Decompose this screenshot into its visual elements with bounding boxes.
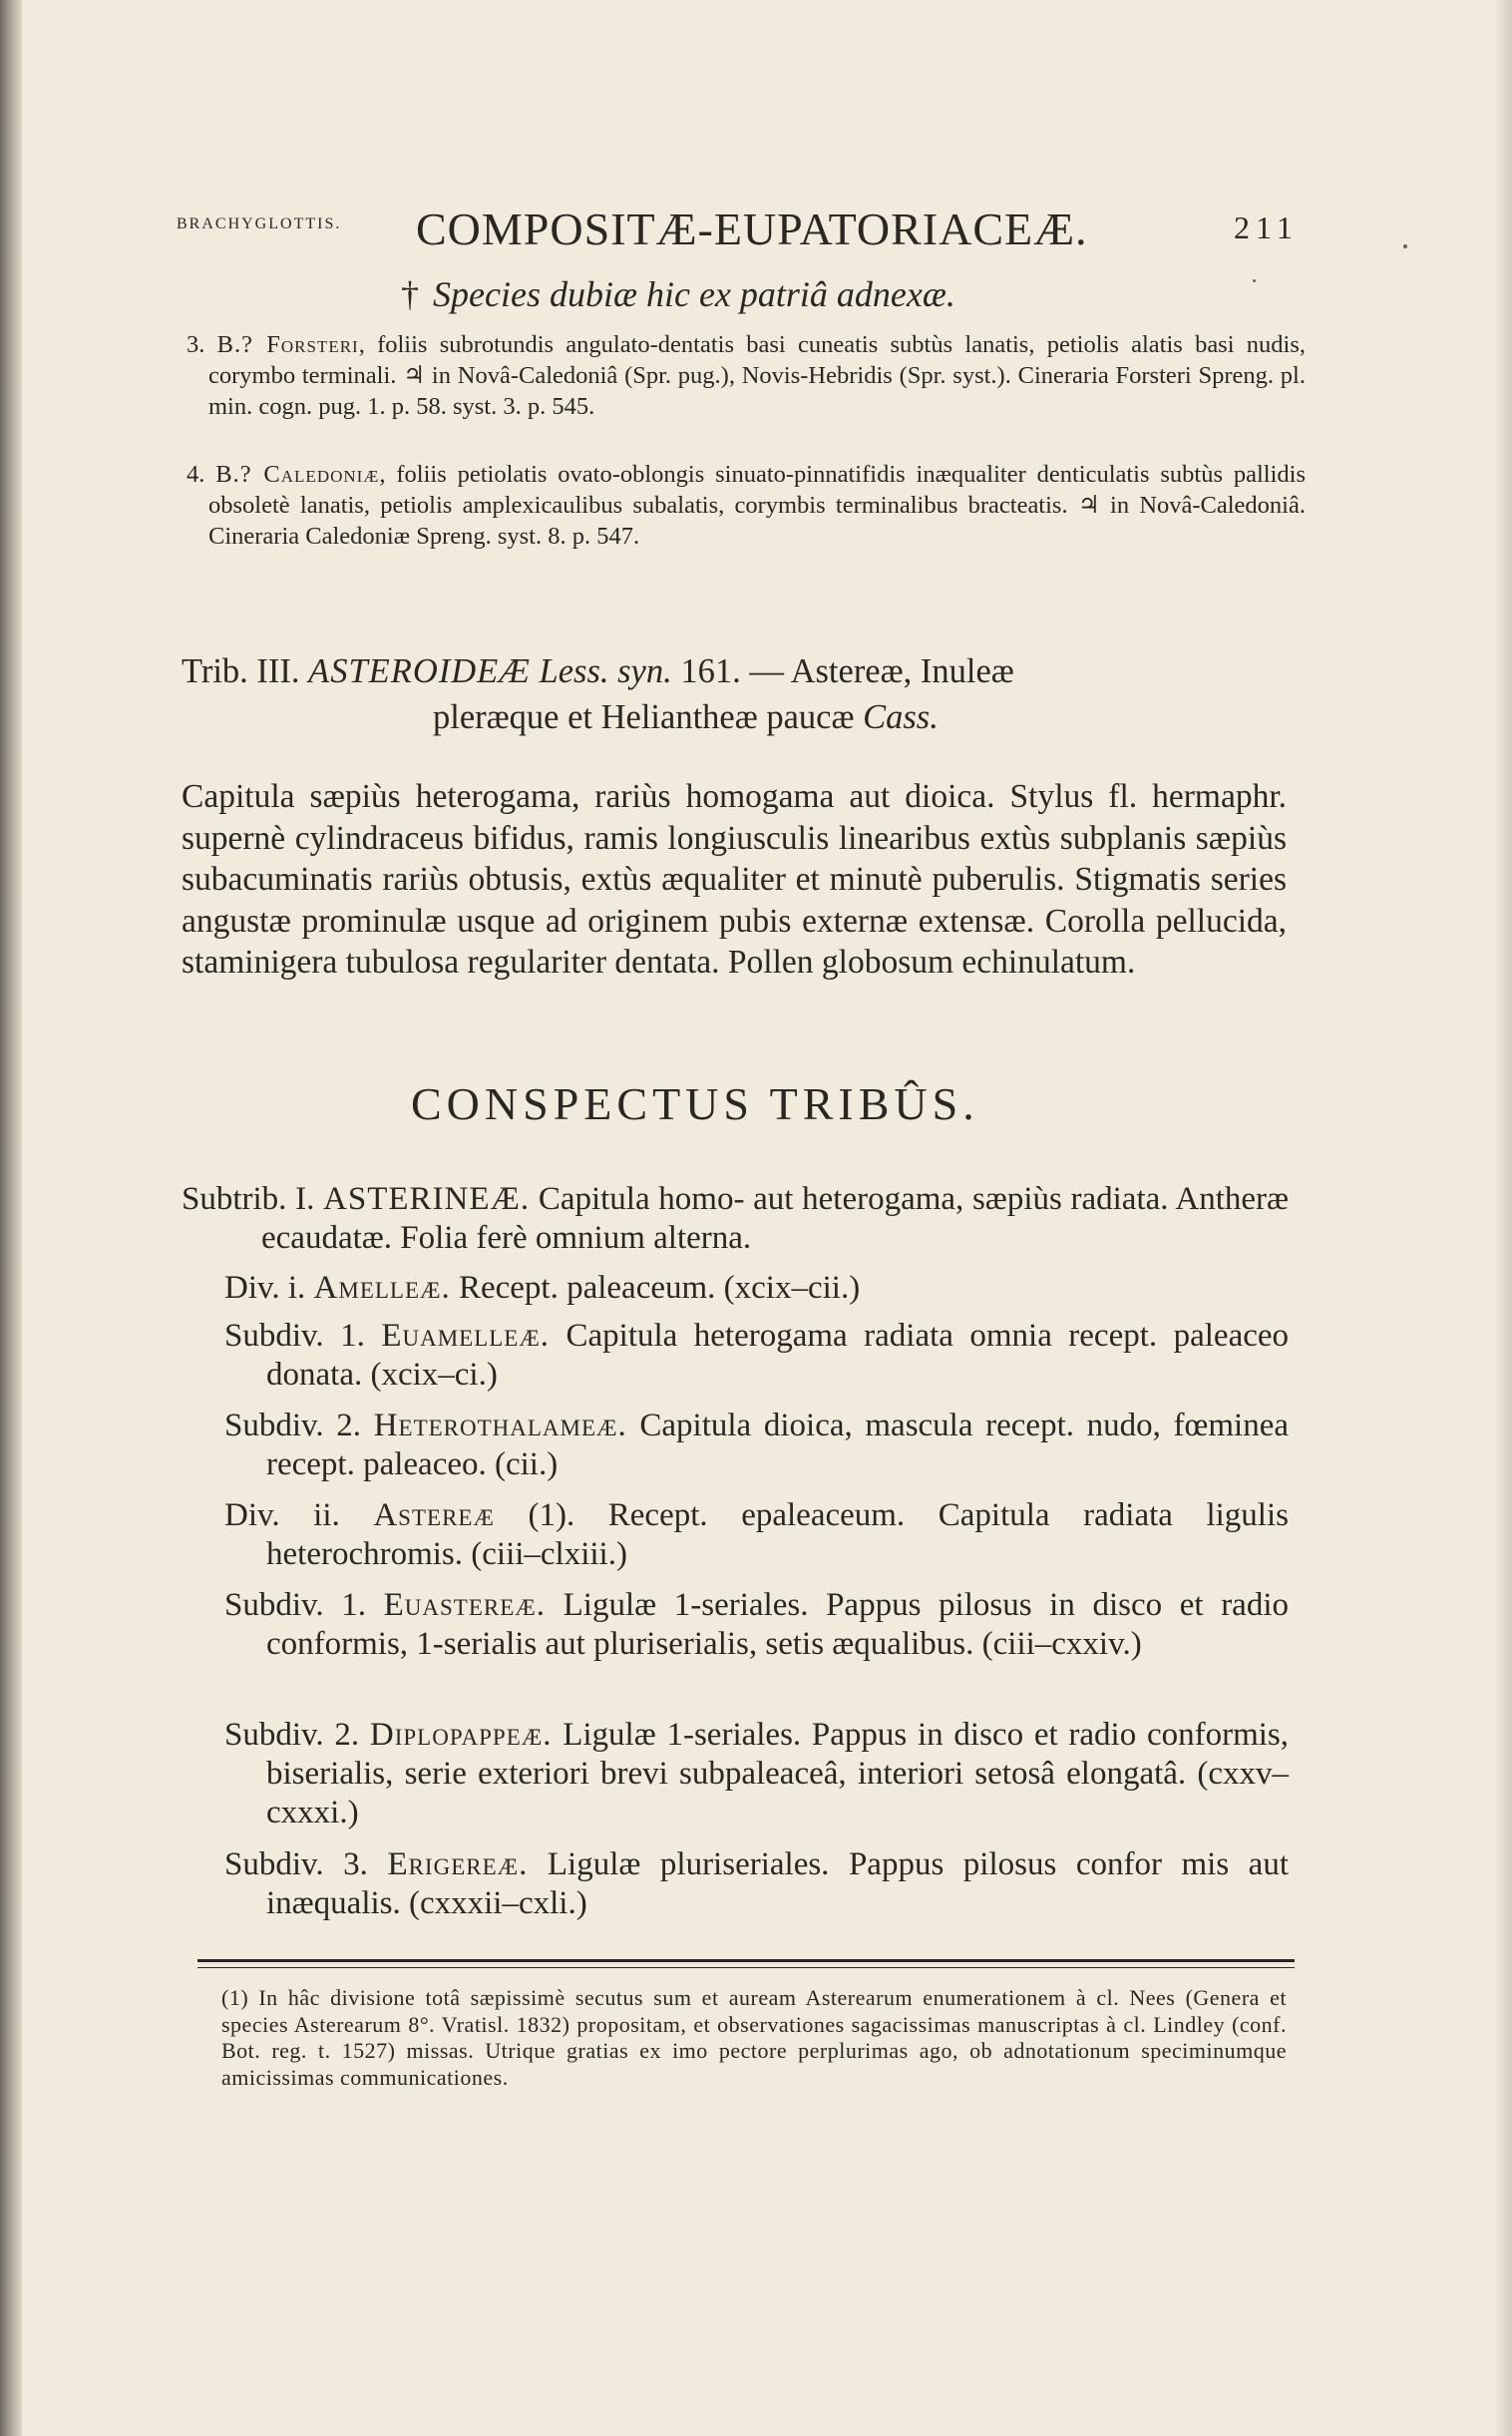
entry-number: 4. (187, 461, 205, 488)
dagger-symbol: † (401, 274, 419, 314)
subdivision-name: Erigereæ. (387, 1846, 529, 1882)
division-text: (1). Recept. epaleaceum. Capitula radiata ligulis heterochromis. (ciii–clxiii.) (266, 1497, 1289, 1572)
species-entry-3 (187, 329, 1306, 422)
tribe-author: Less. syn. (539, 652, 672, 690)
running-head: BRACHYGLOTTIS. (177, 215, 342, 232)
species-entry-4 (187, 459, 1306, 552)
tribe-prefix: Trib. III. (182, 652, 300, 690)
subdivision-text: Ligulæ 1-seriales. Pappus pilosus in disco et radio conformis, 1-serialis aut pluriserialis, setis æqualibus. (ciii–cxxiv.) (266, 1587, 1289, 1662)
subdivision-heterothalameae (224, 1407, 1289, 1484)
paper-speck (1253, 279, 1256, 282)
tribe-heading (182, 648, 1289, 740)
division-label: Div. ii. (224, 1497, 340, 1533)
paper-speck (1403, 244, 1407, 248)
subdivision-label: Subdiv. 2. (224, 1717, 360, 1753)
tribe-synonyms-cont: pleræque et Heliantheæ paucæ (433, 698, 864, 736)
entry-description: , foliis subrotundis angulato-dentatis basi cuneatis subtùs lanatis, petiolis alatis basi nudis, corymbo terminali. ♃ in Novâ-Caledoniâ (Spr. pug.), Novis-Hebridis (Spr. syst.). Cineraria Forsteri Spreng. pl. min. cogn. pug. 1. p. 58. syst. 3. p. 545. (208, 331, 1306, 420)
subtitle-text: Species dubiæ hic ex patriâ adnexæ. (433, 274, 955, 314)
subdivision-text: Ligulæ pluriseriales. Pappus pilosus confor mis aut inæqualis. (cxxxii–cxli.) (266, 1846, 1289, 1921)
subdivision-euamelleae (224, 1317, 1289, 1395)
subdivision-name: Diplopappeæ. (369, 1717, 553, 1753)
division-label: Div. i. (224, 1270, 306, 1306)
tribe-line-2 (182, 694, 1289, 740)
subdivision-name: Euastereæ. (383, 1587, 546, 1623)
division-astereae (224, 1496, 1289, 1574)
entry-species-name: B.? Forsteri (216, 331, 359, 358)
subdivision-diplopappeae (224, 1716, 1289, 1832)
tribe-synonyms: 161. — Astereæ, Inuleæ (671, 652, 1014, 690)
subdivision-text: Ligulæ 1-seriales. Pappus in disco et radio conformis, biserialis, serie exteriori brevi subpaleaceâ, interiori setosâ elongatâ. (cxxv–cxxxi.) (266, 1717, 1289, 1830)
tribe-name: ASTEROIDEÆ (308, 652, 531, 690)
tribe-description: Capitula sæpiùs heterogama, rariùs homogama aut dioica. Stylus fl. hermaphr. supernè cylindraceus bifidus, ramis longiusculis linearibus extùs subplanis sæpiùs subacuminatis rariùs obtusis, extùs æqualiter et minutè puberulis. Stigmatis series angustæ prominulæ usque ad originem pubis externæ extensæ. Corolla pellucida, staminigera tubulosa regulariter dentata. Pollen globosum echinulatum. (182, 778, 1287, 981)
subdivision-label: Subdiv. 1. (224, 1587, 367, 1623)
entry-description: , foliis petiolatis ovato-oblongis sinuato-pinnatifidis inæqualiter denticulatis subtùs pallidis obsoletè lanatis, petiolis amplexicaulibus subalatis, corymbis terminalibus bracteatis. ♃ in Novâ-Caledoniâ. Cineraria Caledoniæ Spreng. syst. 8. p. 547. (208, 461, 1306, 550)
subtribe-name: ASTERINEÆ. (323, 1181, 531, 1217)
subtitle (401, 273, 955, 315)
subdivision-name: Heterothalameæ. (373, 1408, 627, 1443)
tribe-line-1 (182, 648, 1289, 694)
division-amelleae (224, 1269, 1222, 1308)
page-number: 211 (1234, 209, 1299, 245)
footnote-rule-thick (197, 1959, 1295, 1962)
division-name: Amelleæ. (313, 1270, 451, 1306)
division-name: Astereæ (373, 1497, 495, 1533)
subdivision-label: Subdiv. 1. (224, 1318, 365, 1354)
footnote-rule-thin (197, 1967, 1295, 1968)
conspectus-title: CONSPECTUS TRIBÛS. (411, 1078, 979, 1129)
subtribe-asterineae (182, 1180, 1289, 1258)
subdivision-text: Capitula dioica, mascula recept. nudo, fœminea recept. paleaceo. (cii.) (266, 1408, 1289, 1482)
entry-number: 3. (187, 331, 205, 358)
subdivision-label: Subdiv. 2. (224, 1408, 362, 1443)
subdivision-text: Capitula heterogama radiata omnia recept. paleaceo donata. (xcix–ci.) (266, 1318, 1290, 1393)
book-page (22, 0, 1512, 2436)
book-binding (0, 0, 22, 2436)
tribe-synonyms-author: Cass. (863, 698, 939, 736)
footnote: (1) In hâc divisione totâ sæpissimè secutus sum et auream Asterearum enumerationem à cl. Nees (Genera et species Asterearum 8°. Vratisl. 1832) propositam, et observationes sagacissimas manuscriptas à cl. Lindley (conf. Bot. reg. t. 1527) missas. Utrique gratias ex imo pectore perplurimas ago, ob adnotationum speciminumque amicissimas communicationes. (221, 1985, 1287, 2090)
subdivision-name: Euamelleæ. (381, 1318, 551, 1354)
subtribe-text: Capitula homo- aut heterogama, sæpiùs radiata. Antheræ ecaudatæ. Folia ferè omnium alterna. (261, 1181, 1290, 1256)
subdivision-label: Subdiv. 3. (224, 1846, 368, 1882)
division-text: Recept. paleaceum. (xcix–cii.) (450, 1270, 861, 1306)
page-edge-shadow (1494, 0, 1512, 2436)
subdivision-erigereae (224, 1845, 1289, 1923)
subdivision-euastereae (224, 1586, 1289, 1664)
section-title: COMPOSITÆ-EUPATORIACEÆ. (416, 203, 1088, 254)
subtribe-label: Subtrib. I. (182, 1181, 315, 1217)
entry-species-name: B.? Caledoniæ (215, 461, 380, 488)
